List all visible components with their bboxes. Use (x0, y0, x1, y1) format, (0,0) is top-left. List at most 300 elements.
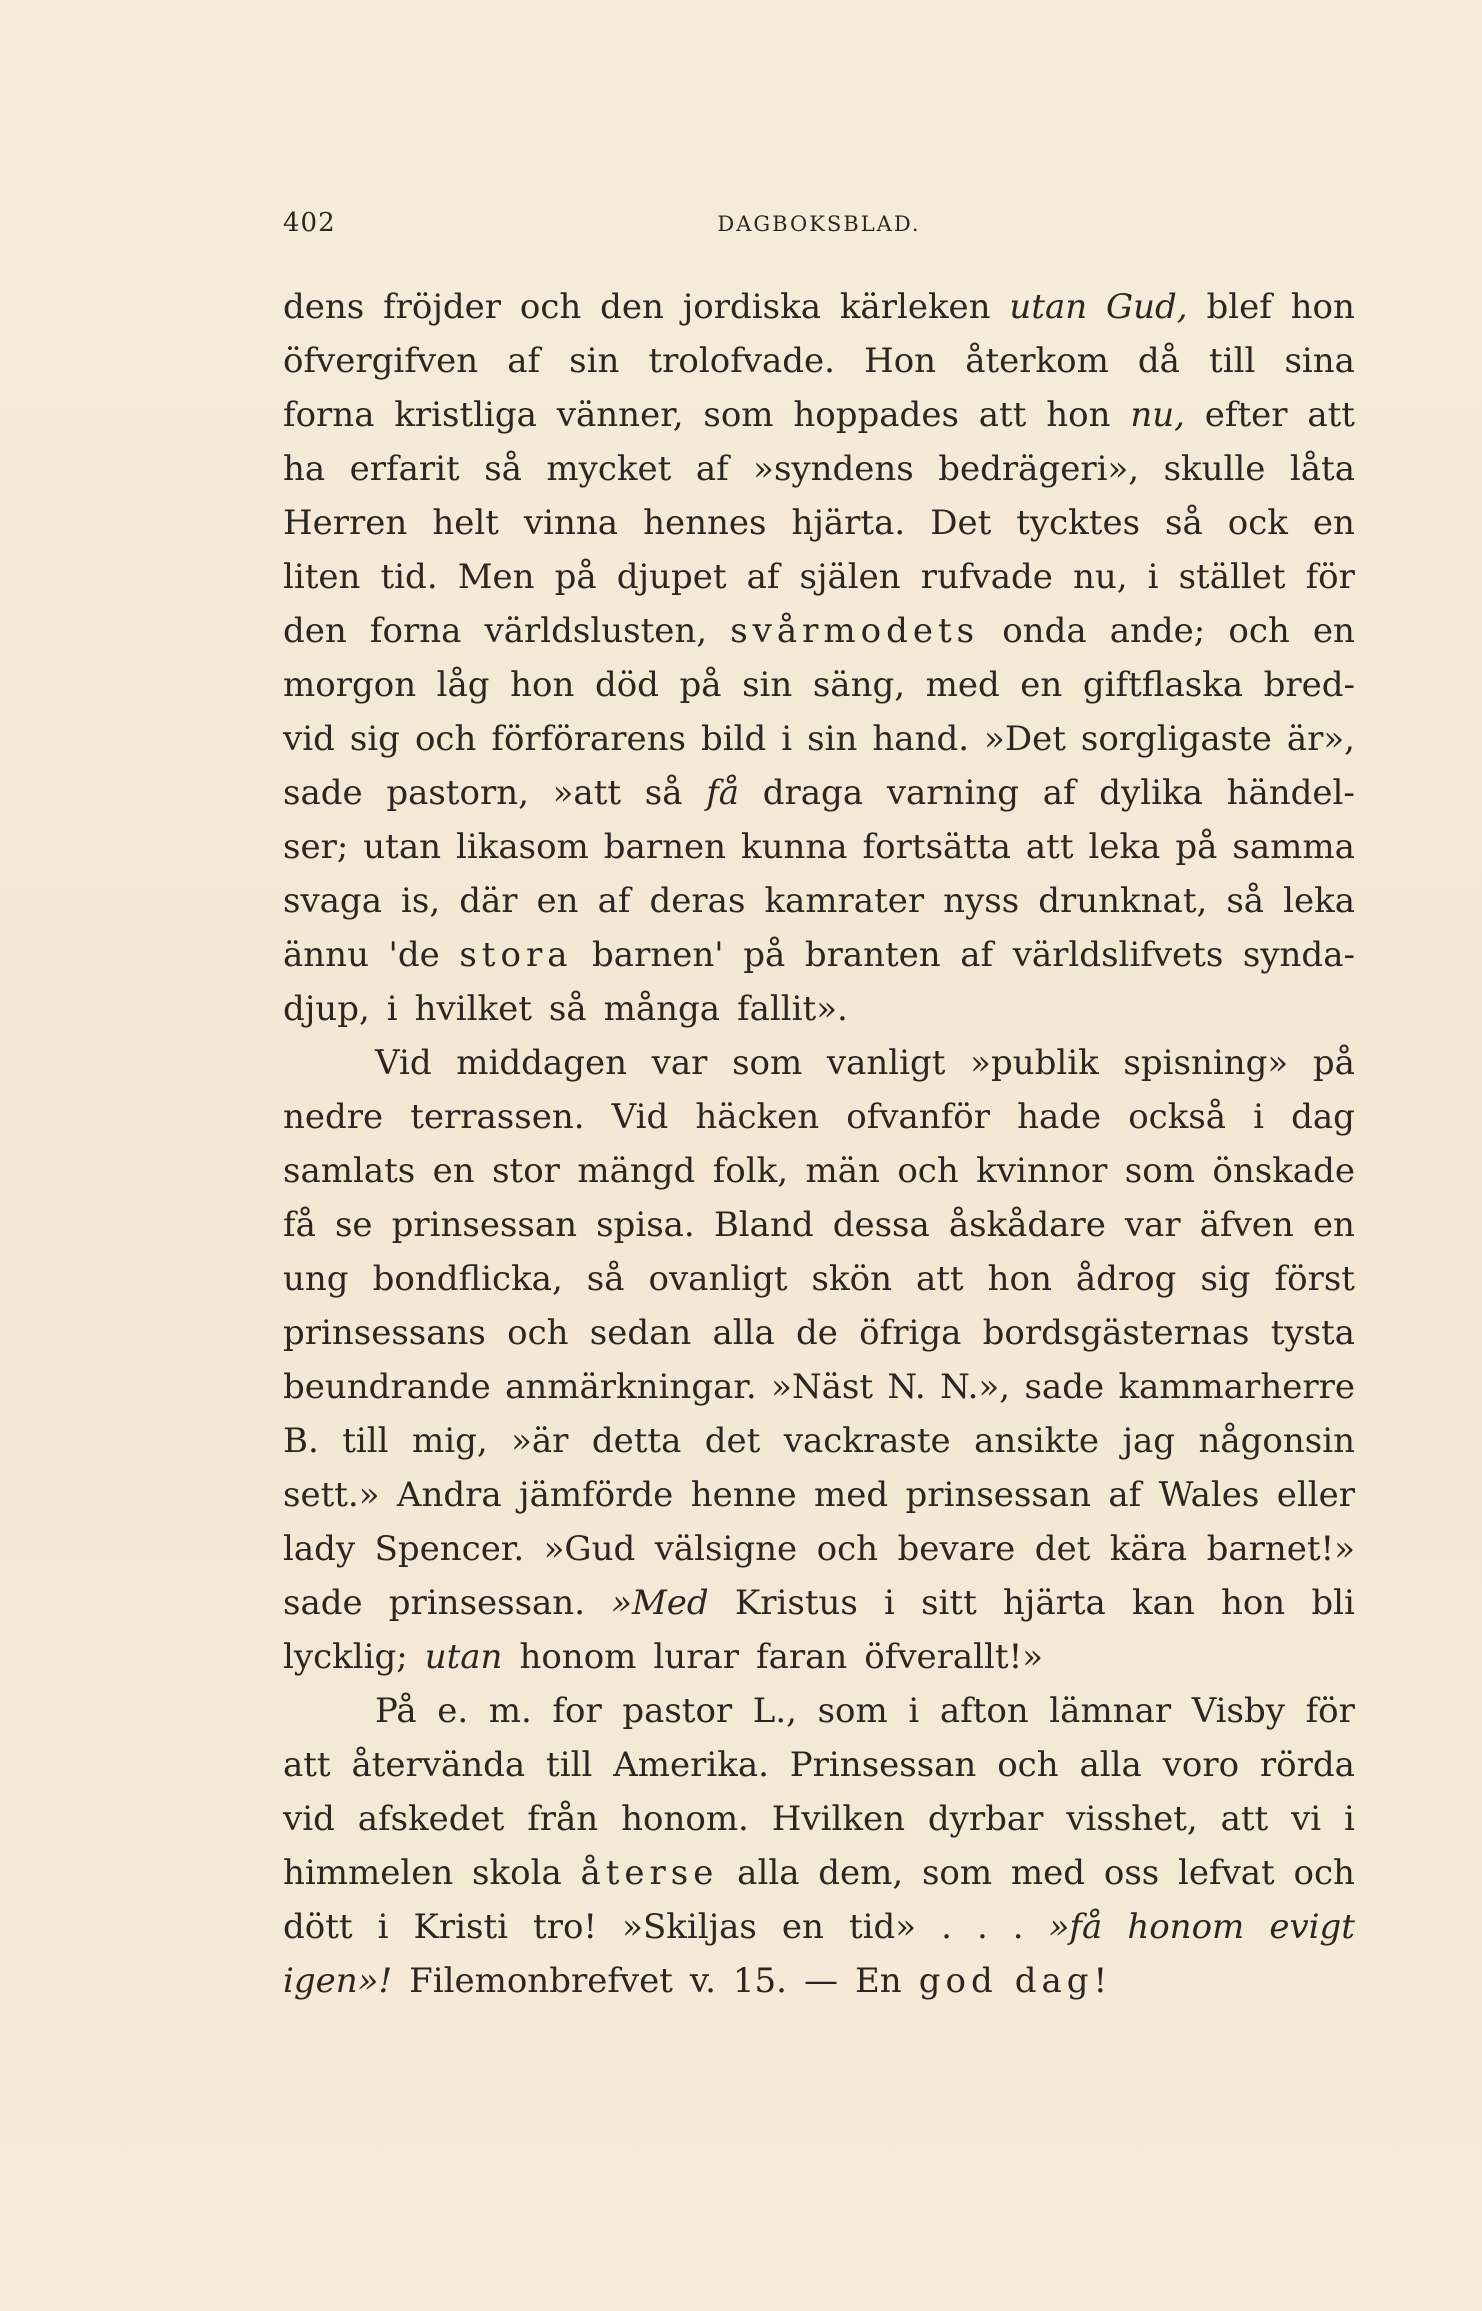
text-line (283, 1252, 1355, 1306)
text-line (283, 1144, 1355, 1198)
word: lycklig; (283, 1637, 408, 1677)
word: kammarherre (1118, 1367, 1355, 1407)
word: ser; (283, 827, 349, 867)
word: helt (432, 503, 499, 543)
word: en (1312, 1205, 1355, 1245)
word: först (1274, 1259, 1355, 1299)
word: Kristus (734, 1583, 858, 1623)
word: honom (519, 1637, 637, 1677)
word: evigt (1269, 1907, 1355, 1947)
text-line (283, 1090, 1355, 1144)
word: för (1305, 557, 1355, 597)
word: på (1175, 827, 1218, 867)
word: ock (1227, 503, 1288, 543)
running-title: DAGBOKSBLAD. (717, 212, 921, 236)
word: män (805, 1151, 880, 1191)
word: likasom (456, 827, 589, 867)
word: hvilket (414, 989, 532, 1029)
word: draga (762, 773, 864, 813)
word: v. (689, 1961, 716, 2001)
text-line (283, 1522, 1355, 1576)
word: kära (1109, 1529, 1188, 1569)
word: sade (283, 773, 363, 813)
word: ung (283, 1259, 349, 1299)
word: fortsätta (862, 827, 1011, 867)
word: ofvanför (846, 1097, 990, 1137)
word: henne (690, 1475, 797, 1515)
word: kristliga (394, 395, 537, 435)
word: utan (424, 1637, 503, 1677)
body-text (283, 280, 1355, 2008)
word: välsigne (654, 1529, 798, 1569)
word: från (527, 1799, 599, 1839)
word: vid (283, 1799, 335, 1839)
word: där (459, 881, 518, 921)
word: och (997, 1745, 1059, 1785)
word: öfvergifven (283, 341, 479, 381)
word: fallit». (737, 989, 848, 1029)
text-line (283, 388, 1355, 442)
text-line (283, 928, 1355, 982)
text-line (283, 1738, 1355, 1792)
word: jordiska (682, 287, 821, 327)
word: som (921, 1853, 993, 1893)
word: pastor (622, 1691, 733, 1731)
word: och (507, 1313, 569, 1353)
word: djup, (283, 989, 370, 1029)
word: alla (737, 1853, 800, 1893)
word: att (915, 1259, 964, 1299)
text-line (283, 1792, 1355, 1846)
text-line (283, 766, 1355, 820)
word: och (1293, 1853, 1355, 1893)
word: önskade (1212, 1151, 1355, 1191)
text-line (283, 874, 1355, 928)
word: pastorn, (386, 773, 529, 813)
word: utan (1009, 287, 1088, 327)
word: 15. (732, 1961, 787, 2001)
word: bild (700, 719, 767, 759)
word: då (1137, 341, 1180, 381)
word: Bland (713, 1205, 814, 1245)
word: honom (1127, 1907, 1245, 1947)
word: lurar (653, 1637, 739, 1677)
word: sedan (589, 1313, 692, 1353)
word: alla (712, 1313, 775, 1353)
word: att (283, 1745, 331, 1785)
word: vanligt (826, 1043, 946, 1083)
word: på (1312, 1043, 1355, 1083)
word: med (1010, 1853, 1086, 1893)
word: och (414, 719, 477, 759)
word: stället (1178, 557, 1286, 597)
word: jag (1122, 1421, 1176, 1461)
word: branten (804, 935, 941, 975)
word: hjärta (1002, 1583, 1106, 1623)
word: världslifvets (1012, 935, 1224, 975)
text-line (283, 1360, 1355, 1414)
word: jämförde (519, 1475, 674, 1515)
word: »Näst (771, 1367, 873, 1407)
text-line (283, 1954, 1355, 2008)
word: få (706, 773, 740, 813)
word: onda (1002, 611, 1087, 651)
word: visshet, (1066, 1799, 1198, 1839)
word: äfven (1199, 1205, 1294, 1245)
word: På (375, 1691, 417, 1731)
word: åskådare (948, 1205, 1106, 1245)
word: händel- (1226, 773, 1355, 813)
text-line (283, 1306, 1355, 1360)
word: »syndens (753, 449, 914, 489)
word: bli (1311, 1583, 1355, 1623)
word: sina (1284, 341, 1355, 381)
word: tid. (380, 557, 438, 597)
word: oss (1103, 1853, 1160, 1893)
word: af (507, 341, 541, 381)
word: att (1220, 1799, 1269, 1839)
word: af (746, 557, 780, 597)
word: Men (457, 557, 535, 597)
word: efter (1204, 395, 1288, 435)
word: giftflaska (1082, 665, 1244, 705)
word: sitt (921, 1583, 977, 1623)
word: se (334, 1205, 373, 1245)
word: också (1128, 1097, 1227, 1137)
word: tid» (848, 1907, 917, 1947)
word: detta (591, 1421, 682, 1461)
word: kärleken (839, 287, 991, 327)
word: få (283, 1205, 316, 1245)
word: bedrägeri», (938, 449, 1140, 489)
word: en (781, 1907, 824, 1947)
word: ådrog (1075, 1259, 1177, 1299)
word: hon (1290, 287, 1355, 327)
word: bevare (897, 1529, 1016, 1569)
text-line (283, 658, 1355, 712)
text-line (283, 1684, 1355, 1738)
word: och (1228, 611, 1290, 651)
word: afskedet (357, 1799, 505, 1839)
word: en (432, 1151, 475, 1191)
word: middagen (456, 1043, 627, 1083)
word: En (854, 1961, 902, 2001)
word: lefvat (1178, 1853, 1275, 1893)
word: »Det (984, 719, 1066, 759)
word: i (386, 989, 398, 1029)
word: »publik (970, 1043, 1099, 1083)
page-number: 402 (283, 208, 336, 238)
word: i (884, 1583, 895, 1623)
word: blef (1206, 287, 1272, 327)
word: hon (987, 1259, 1052, 1299)
word: öfriga (859, 1313, 962, 1353)
word: återkom (965, 341, 1109, 381)
word: hon (1046, 395, 1111, 435)
word: synda- (1242, 935, 1355, 975)
word: varning (886, 773, 1019, 813)
text-line (283, 1414, 1355, 1468)
word: är», (1286, 719, 1355, 759)
word: spisa. (596, 1205, 695, 1245)
word: djupet (616, 557, 727, 597)
word: och (897, 1151, 959, 1191)
word: en (536, 881, 579, 921)
word: for (552, 1691, 602, 1731)
word: »Med (611, 1583, 709, 1623)
word: honom. (621, 1799, 749, 1839)
word: var (1124, 1205, 1181, 1245)
word: »är (511, 1421, 569, 1461)
word: stor (492, 1151, 560, 1191)
word: beundrande (283, 1367, 491, 1407)
word: på (743, 935, 786, 975)
word: Vid (611, 1097, 669, 1137)
word: lady (283, 1529, 356, 1569)
word: så (644, 773, 683, 813)
word: dött (283, 1907, 353, 1947)
word: utan (363, 827, 442, 867)
word: Vid (375, 1043, 432, 1083)
word: Kristi (413, 1907, 509, 1947)
text-line (283, 1900, 1355, 1954)
word: bondflicka, (372, 1259, 563, 1299)
word: dag! (1014, 1961, 1113, 2001)
word: god (918, 1961, 998, 2001)
word: af (695, 449, 729, 489)
word: kvinnor (976, 1151, 1108, 1191)
word: 'de (388, 935, 440, 975)
word: Visby (1191, 1691, 1285, 1731)
word: på (679, 665, 722, 705)
word: Gud, (1105, 287, 1188, 327)
word: vi (1291, 1799, 1322, 1839)
word: i (908, 1691, 920, 1731)
word: i (1147, 557, 1159, 597)
word: Det (930, 503, 992, 543)
word: Spencer. (374, 1529, 525, 1569)
word: terrassen. (410, 1097, 585, 1137)
word: någonsin (1198, 1421, 1355, 1461)
word: det (1034, 1529, 1091, 1569)
word: till (1209, 341, 1256, 381)
text-line (283, 982, 1355, 1036)
word: till (546, 1745, 593, 1785)
word: Hon (864, 341, 937, 381)
word: nu, (1072, 557, 1128, 597)
word: is, (401, 881, 441, 921)
text-line (283, 496, 1355, 550)
word: fröjder (383, 287, 502, 327)
word: stora (459, 935, 573, 975)
word: Herren (283, 503, 408, 543)
word: säng, (812, 665, 906, 705)
text-line (283, 1846, 1355, 1900)
word: kan (1131, 1583, 1195, 1623)
word: »få (1048, 1907, 1103, 1947)
word: tysta (1270, 1313, 1355, 1353)
word: faran (755, 1637, 848, 1677)
word: sade (1024, 1367, 1105, 1407)
word: vid (283, 719, 335, 759)
word: forna (369, 611, 462, 651)
word: låg (436, 665, 490, 705)
word: samlats (283, 1151, 416, 1191)
word: ande; (1109, 611, 1206, 651)
text-line (283, 280, 1355, 334)
word: nedre (283, 1097, 384, 1137)
word: Andra (396, 1475, 502, 1515)
word: att (1307, 395, 1355, 435)
word: skulle (1163, 449, 1266, 489)
word: återse (580, 1853, 719, 1893)
word: trolofvade. (648, 341, 835, 381)
word: »att (552, 773, 622, 813)
word: så (1226, 881, 1265, 921)
word: af (1042, 773, 1076, 813)
word: häcken (695, 1097, 820, 1137)
word: förförarens (491, 719, 686, 759)
word: . (1012, 1907, 1024, 1947)
word: ovanligt (648, 1259, 788, 1299)
word: mig, (411, 1421, 488, 1461)
word: e. (437, 1691, 469, 1731)
word: afton (939, 1691, 1029, 1731)
word: vinna (523, 503, 619, 543)
word: mängd (577, 1151, 696, 1191)
running-head (283, 208, 1355, 248)
word: dessa (832, 1205, 930, 1245)
word: . (976, 1907, 988, 1947)
word: af (597, 881, 631, 921)
word: drunknat, (1038, 881, 1208, 921)
word: skön (811, 1259, 892, 1299)
word: en (1312, 611, 1355, 651)
word: leka (1088, 827, 1161, 867)
word: Wales (1158, 1475, 1260, 1515)
word: som (703, 395, 774, 435)
word: hon (510, 665, 575, 705)
word: Prinsessan (789, 1745, 977, 1785)
word: så (1165, 503, 1203, 543)
word: rörda (1259, 1745, 1355, 1785)
word: Amerika. (613, 1745, 769, 1785)
word: rufvade (920, 557, 1053, 597)
word: »Gud (543, 1529, 636, 1569)
word: öfverallt!» (864, 1637, 1044, 1677)
word: Hvilken (771, 1799, 905, 1839)
word: svaga (283, 881, 382, 921)
word: leka (1283, 881, 1355, 921)
word: världslusten, (484, 611, 708, 651)
word: hennes (643, 503, 767, 543)
text-line (283, 1576, 1355, 1630)
word: himmelen (283, 1853, 454, 1893)
word: kunna (741, 827, 848, 867)
word: ansikte (974, 1421, 1099, 1461)
word: »Skiljas (622, 1907, 757, 1947)
word: bred- (1263, 665, 1355, 705)
word: — (803, 1961, 838, 2001)
word: tro! (533, 1907, 598, 1947)
word: prinsessan (905, 1475, 1091, 1515)
word: bordsgästernas (982, 1313, 1250, 1353)
word: var (651, 1043, 708, 1083)
word: sin (742, 665, 793, 705)
word: att (978, 395, 1027, 435)
word: och (519, 287, 582, 327)
text-line (283, 1630, 1355, 1684)
word: död (594, 665, 659, 705)
word: låta (1289, 449, 1355, 489)
word: af (1108, 1475, 1142, 1515)
word: af (960, 935, 994, 975)
word: anmärkningar. (505, 1367, 757, 1407)
word: en (1020, 665, 1063, 705)
text-line (283, 1036, 1355, 1090)
word: skola (472, 1853, 562, 1893)
word: vackraste (783, 1421, 951, 1461)
word: sin (569, 341, 620, 381)
word: sig (1200, 1259, 1251, 1299)
word: morgon (283, 665, 417, 705)
word: den (283, 611, 347, 651)
word: i (1253, 1097, 1264, 1137)
word: vänner, (556, 395, 684, 435)
word: L., (752, 1691, 797, 1731)
word: nyss (943, 881, 1020, 921)
word: att (1025, 827, 1074, 867)
word: folk, (712, 1151, 789, 1191)
word: i (781, 719, 793, 759)
word: forna (283, 395, 375, 435)
text-line (283, 712, 1355, 766)
text-line (283, 820, 1355, 874)
word: dylika (1099, 773, 1203, 813)
word: hade (1017, 1097, 1102, 1137)
word: barnen (603, 827, 727, 867)
word: sorgligaste (1080, 719, 1272, 759)
word: sin (807, 719, 858, 759)
word: hon (1220, 1583, 1286, 1623)
word: dag (1291, 1097, 1355, 1137)
word: dens (283, 287, 365, 327)
word: mycket (546, 449, 672, 489)
word: . (941, 1907, 952, 1947)
word: som (1124, 1151, 1195, 1191)
word: till (342, 1421, 389, 1461)
word: nu, (1130, 395, 1185, 435)
word: sig (349, 719, 400, 759)
word: sade (283, 1583, 363, 1623)
word: tycktes (1016, 503, 1141, 543)
word: många (603, 989, 721, 1029)
text-line (283, 604, 1355, 658)
word: på (554, 557, 597, 597)
word: Filemonbrefvet (409, 1961, 673, 2001)
word: en (1312, 503, 1355, 543)
word: de (796, 1313, 838, 1353)
text-line (283, 1468, 1355, 1522)
word: så (586, 1259, 625, 1299)
word: m. (488, 1691, 532, 1731)
word: återvända (351, 1745, 526, 1785)
word: den (600, 287, 664, 327)
word: hjärta. (791, 503, 906, 543)
word: N. (887, 1367, 926, 1407)
word: lämnar (1049, 1691, 1172, 1731)
word: svårmodets (730, 611, 980, 651)
